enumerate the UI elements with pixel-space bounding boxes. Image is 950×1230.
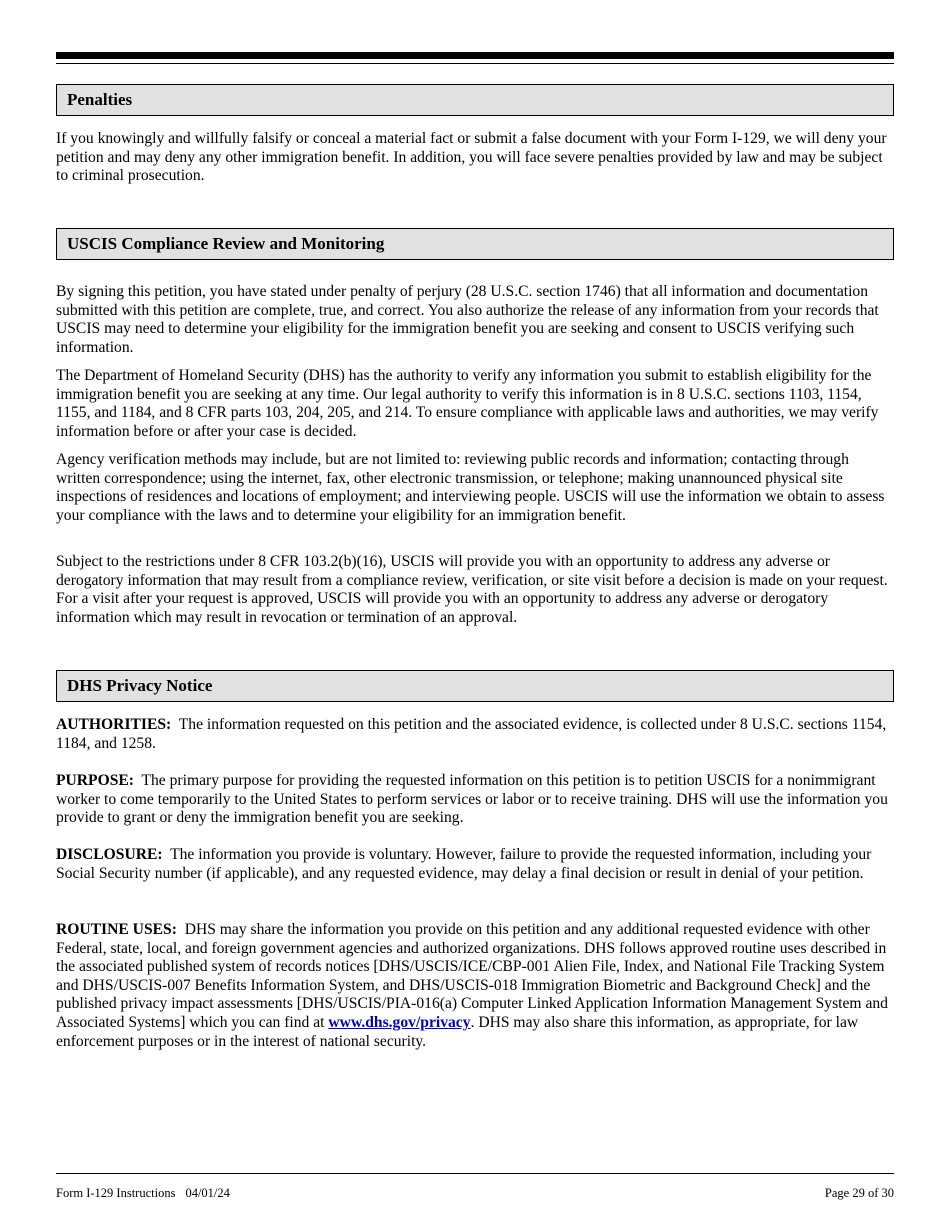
footer-edition-date: 04/01/24 [185, 1186, 230, 1200]
footer-form-name: Form I-129 Instructions [56, 1186, 176, 1200]
purpose-text: The primary purpose for providing the requested information on this petition is to petition USCIS for a nonimmigrant worker to come temporarily to the United States to perform services or labor or to receive training. DHS will use the information you provide to grant or deny the immigration benefit you are seeking. [56, 772, 888, 827]
privacy-routine-uses [56, 921, 896, 1051]
authorities-text: The information requested on this petition and the associated evidence, is collected under 8 U.S.C. sections 1154, 1184, and 1258. [56, 716, 887, 752]
routine-uses-text-2: DHS may also share this information, as appropriate, for law enforcement purposes or in the interest of national security. [56, 1013, 859, 1050]
disclosure-label: DISCLOSURE: [56, 846, 163, 863]
footer-form-info [56, 1186, 230, 1201]
routine-period: . [470, 1013, 475, 1031]
privacy-authorities [56, 716, 896, 753]
compliance-paragraph-1: By signing this petition, you have stated under penalty of perjury (28 U.S.C. section 1746) that all information and documentation submitted with this petition are complete, true, and correct. You also authorize the release of any information from your records that USCIS may need to determine your eligibility for the immigration benefit you are seeking and consent to USCIS verifying such information. [56, 283, 879, 356]
routine-uses-text: DHS may share the information you provide on this petition and any additional requested evidence with other Federal, state, local, and foreign government agencies and authorized organizations. DHS follows approved routine uses described in the associated published system of records notices [DHS/USCIS/ICE/CBP-001 Alien File, Index, and National File Tracking System and DHS/USCIS-007 Benefits Information System, and DHS/USCIS-018 Immigration Biometric and Background Check] and the published privacy impact assessments [DHS/USCIS/PIA-016(a) Computer Linked Application Information Management System and Associated Systems] which you can find at [56, 921, 888, 1031]
authorities-label: AUTHORITIES: [56, 716, 172, 733]
section-header-compliance [56, 228, 894, 260]
section-title: Penalties [67, 90, 133, 109]
routine-uses-label: ROUTINE USES: [56, 921, 177, 938]
section-title: USCIS Compliance Review and Monitoring [67, 234, 385, 253]
section-title: DHS Privacy Notice [67, 676, 213, 695]
section-header-penalties [56, 84, 894, 116]
privacy-link[interactable]: www.dhs.gov/privacy [328, 1013, 471, 1031]
compliance-paragraph-4: Subject to the restrictions under 8 CFR 103.2(b)(16), USCIS will provide you with an opportunity to address any adverse or derogatory information that may result from a compliance review, verification, or site visit before a decision is made on your request. For a visit after your request is approved, USCIS will provide you with an opportunity to address any adverse or derogatory information which may result in revocation or termination of an approval. [56, 553, 888, 626]
footer-page-number: Page 29 of 30 [824, 1186, 894, 1200]
top-rule-thin [56, 63, 894, 64]
privacy-disclosure [56, 846, 896, 883]
section-header-privacy [56, 670, 894, 702]
footer-rule [56, 1173, 894, 1174]
top-rule-thick [56, 52, 894, 59]
disclosure-text: The information you provide is voluntary. However, failure to provide the requested information, including your Social Security number (if applicable), and any requested evidence, may delay a final decision or result in denial of your petition. [56, 846, 872, 882]
penalties-text: If you knowingly and willfully falsify or conceal a material fact or submit a false document with your Form I-129, we will deny your petition and may deny any other immigration benefit. In addition, you will face severe penalties provided by law and may be subject to criminal prosecution. [56, 130, 887, 185]
compliance-paragraph-3: Agency verification methods may include, but are not limited to: reviewing public records and information; contacting through written correspondence; using the internet, fax, other electronic transmission, or telephone; making unannounced physical site inspections of residences and locations of employment; and interviewing people. USCIS will use the information we obtain to assess your compliance with the laws and to determine your eligibility for an immigration benefit. [56, 451, 885, 524]
privacy-purpose [56, 772, 896, 828]
purpose-label: PURPOSE: [56, 772, 134, 789]
compliance-paragraph-2: The Department of Homeland Security (DHS) has the authority to verify any information you submit to establish eligibility for the immigration benefit you are seeking at any time. Our legal authority to verify this information is in 8 U.S.C. sections 1103, 1154, 1155, and 1184, and 8 CFR parts 103, 204, 205, and 214. To ensure compliance with applicable laws and authorities, we may verify information before or after your case is decided. [56, 367, 879, 440]
